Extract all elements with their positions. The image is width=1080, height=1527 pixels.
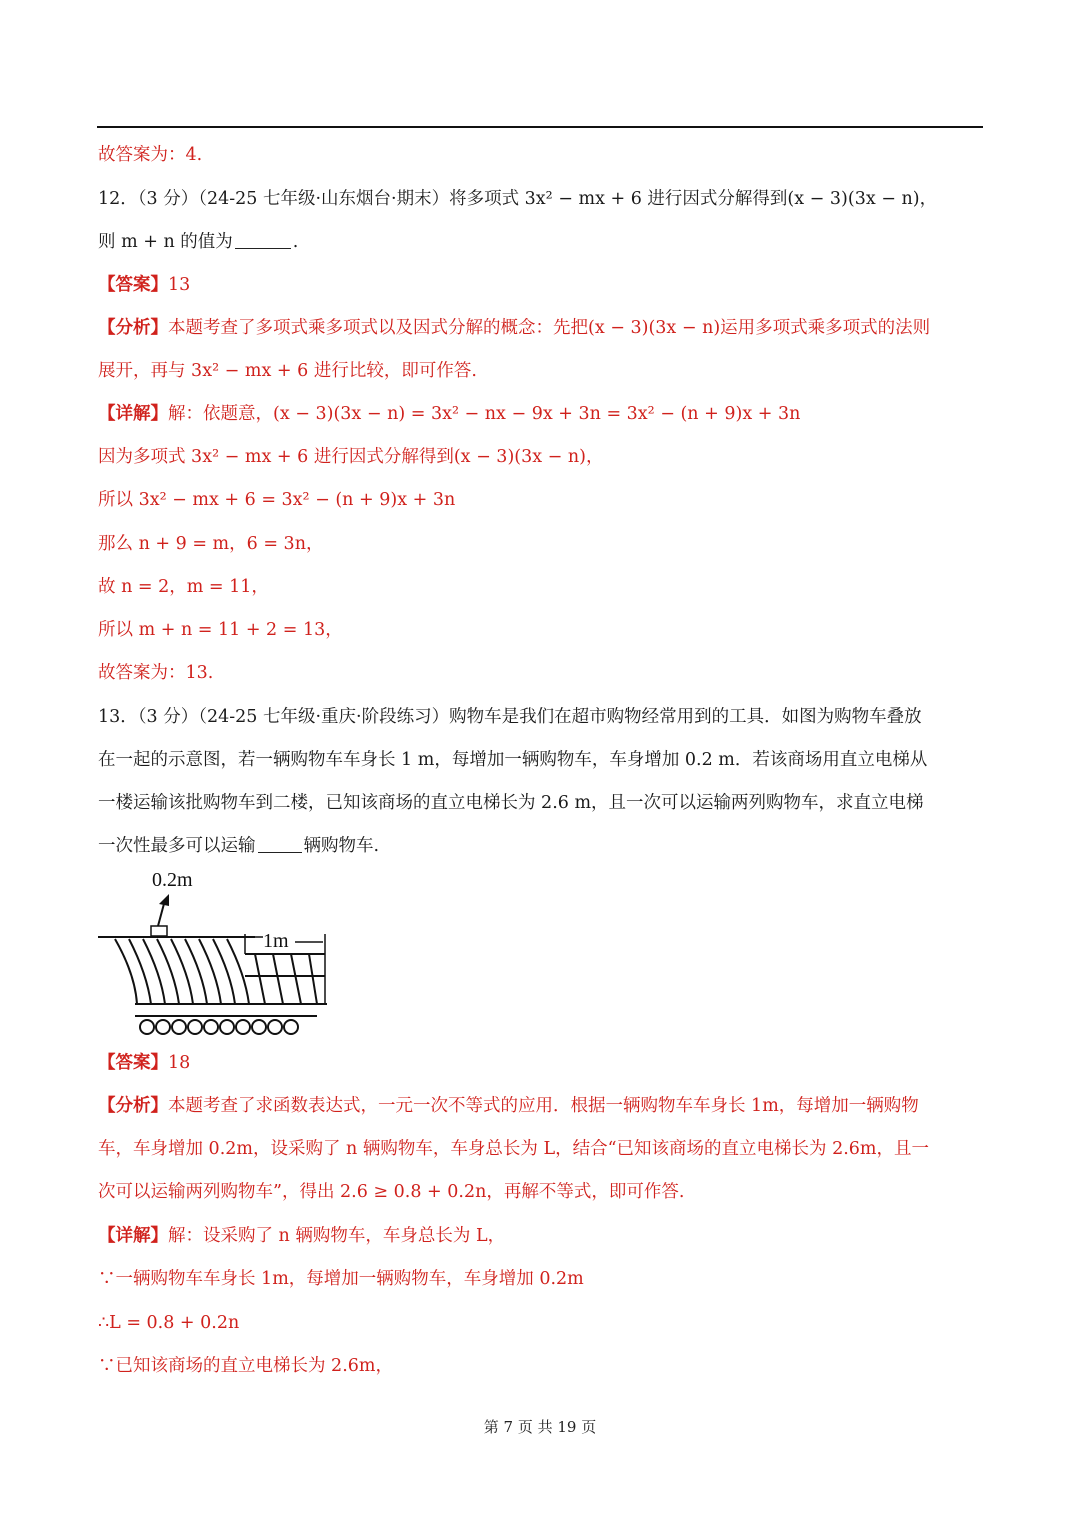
detail-label: 【详解】 bbox=[98, 404, 168, 424]
q12-detail-line1 bbox=[98, 402, 800, 426]
q12-detail-line: 所以 m + n = 11 + 2 = 13， bbox=[98, 620, 343, 640]
q13-stem-suffix: 辆购物车. bbox=[303, 836, 380, 856]
q13-detail-line: ∴L = 0.8 + 0.2n bbox=[98, 1313, 240, 1333]
q12-analysis-line1 bbox=[98, 316, 930, 340]
answer-label: 【答案】 bbox=[98, 275, 168, 295]
prev-answer-conclusion: 故答案为：4. bbox=[98, 145, 203, 165]
detail-text: 解：依题意，(x − 3)(3x − n) = 3x² − nx − 9x + 3n = 3x² − (n + 9)x + 3n bbox=[168, 404, 801, 424]
cart-baskets bbox=[115, 939, 327, 1016]
q13-detail-line: ∵一辆购物车车身长 1m，每增加一辆购物车，车身增加 0.2m bbox=[98, 1269, 584, 1289]
q12-detail-line: 所以 3x² − mx + 6 = 3x² − (n + 9)x + 3n bbox=[98, 490, 456, 510]
q13-detail-line: ∵已知该商场的直立电梯长为 2.6m， bbox=[98, 1356, 393, 1376]
q13-analysis-line2: 车，车身增加 0.2m，设采购了 n 辆购物车，车身总长为 L，结合“已知该商场的直立电梯长为 2.6m，且一 bbox=[98, 1139, 929, 1159]
q13-stem-prefix: 一次性最多可以运输 bbox=[98, 836, 256, 856]
q12-detail-line: 因为多项式 3x² − mx + 6 进行因式分解得到(x − 3)(3x − n)， bbox=[98, 447, 604, 467]
analysis-label: 【分析】 bbox=[98, 318, 168, 338]
q13-answer bbox=[98, 1051, 190, 1075]
detail-text: 解：设采购了 n 辆购物车，车身总长为 L， bbox=[168, 1226, 506, 1246]
q12-analysis-line2: 展开，再与 3x² − mx + 6 进行比较，即可作答. bbox=[98, 361, 477, 381]
analysis-text: 本题考查了多项式乘多项式以及因式分解的概念：先把(x − 3)(3x − n)运用多项式乘多项式的法则 bbox=[168, 318, 931, 338]
q12-stem-line2 bbox=[98, 230, 298, 254]
q13-stem-line2: 在一起的示意图，若一辆购物车车身长 1 m，每增加一辆购物车，车身增加 0.2 m．若该商场用直立电梯从 bbox=[98, 750, 928, 770]
figure-label-1m: 1m bbox=[263, 930, 289, 952]
analysis-text: 本题考查了求函数表达式，一元一次不等式的应用．根据一辆购物车车身长 1m，每增加一辆购物 bbox=[168, 1096, 919, 1116]
q12-detail-line: 故 n = 2，m = 11， bbox=[98, 577, 269, 597]
q12-stem-prefix: 则 m + n 的值为 bbox=[98, 232, 233, 252]
q13-stem-line3: 一楼运输该批购物车到二楼，已知该商场的直立电梯长为 2.6 m，且一次可以运输两列购物车，求直立电梯 bbox=[98, 793, 924, 813]
q12-stem-line1: 12．（3 分）（24-25 七年级·山东烟台·期末）将多项式 3x² − mx + 6 进行因式分解得到(x − 3)(3x − n)， bbox=[98, 189, 938, 209]
shopping-cart-figure bbox=[95, 864, 335, 1044]
answer-value: 13 bbox=[168, 275, 191, 295]
gap-box bbox=[151, 926, 167, 936]
q12-detail-line: 故答案为：13. bbox=[98, 663, 214, 683]
q12-stem-suffix: . bbox=[292, 232, 299, 252]
answer-value: 18 bbox=[168, 1053, 191, 1073]
cart-wheels bbox=[140, 1020, 298, 1034]
q13-analysis-line1 bbox=[98, 1094, 919, 1118]
answer-blank bbox=[258, 834, 302, 853]
q12-answer bbox=[98, 273, 190, 297]
q13-stem-line4 bbox=[98, 834, 379, 858]
q13-stem-line1: 13．（3 分）（24-25 七年级·重庆·阶段练习）购物车是我们在超市购物经常用到的工具．如图为购物车叠放 bbox=[98, 707, 922, 727]
answer-label: 【答案】 bbox=[98, 1053, 168, 1073]
header-rule bbox=[97, 126, 983, 128]
analysis-label: 【分析】 bbox=[98, 1096, 168, 1116]
page-footer: 第 7 页 共 19 页 bbox=[483, 1418, 597, 1436]
q12-detail-line: 那么 n + 9 = m，6 = 3n， bbox=[98, 534, 324, 554]
figure-label-0-2m: 0.2m bbox=[152, 869, 193, 891]
answer-blank bbox=[235, 230, 291, 249]
arrow-head bbox=[159, 894, 169, 906]
q13-detail-line1 bbox=[98, 1224, 505, 1248]
detail-label: 【详解】 bbox=[98, 1226, 168, 1246]
q13-analysis-line3: 次可以运输两列购物车”，得出 2.6 ≥ 0.8 + 0.2n，再解不等式，即可作答. bbox=[98, 1182, 685, 1202]
